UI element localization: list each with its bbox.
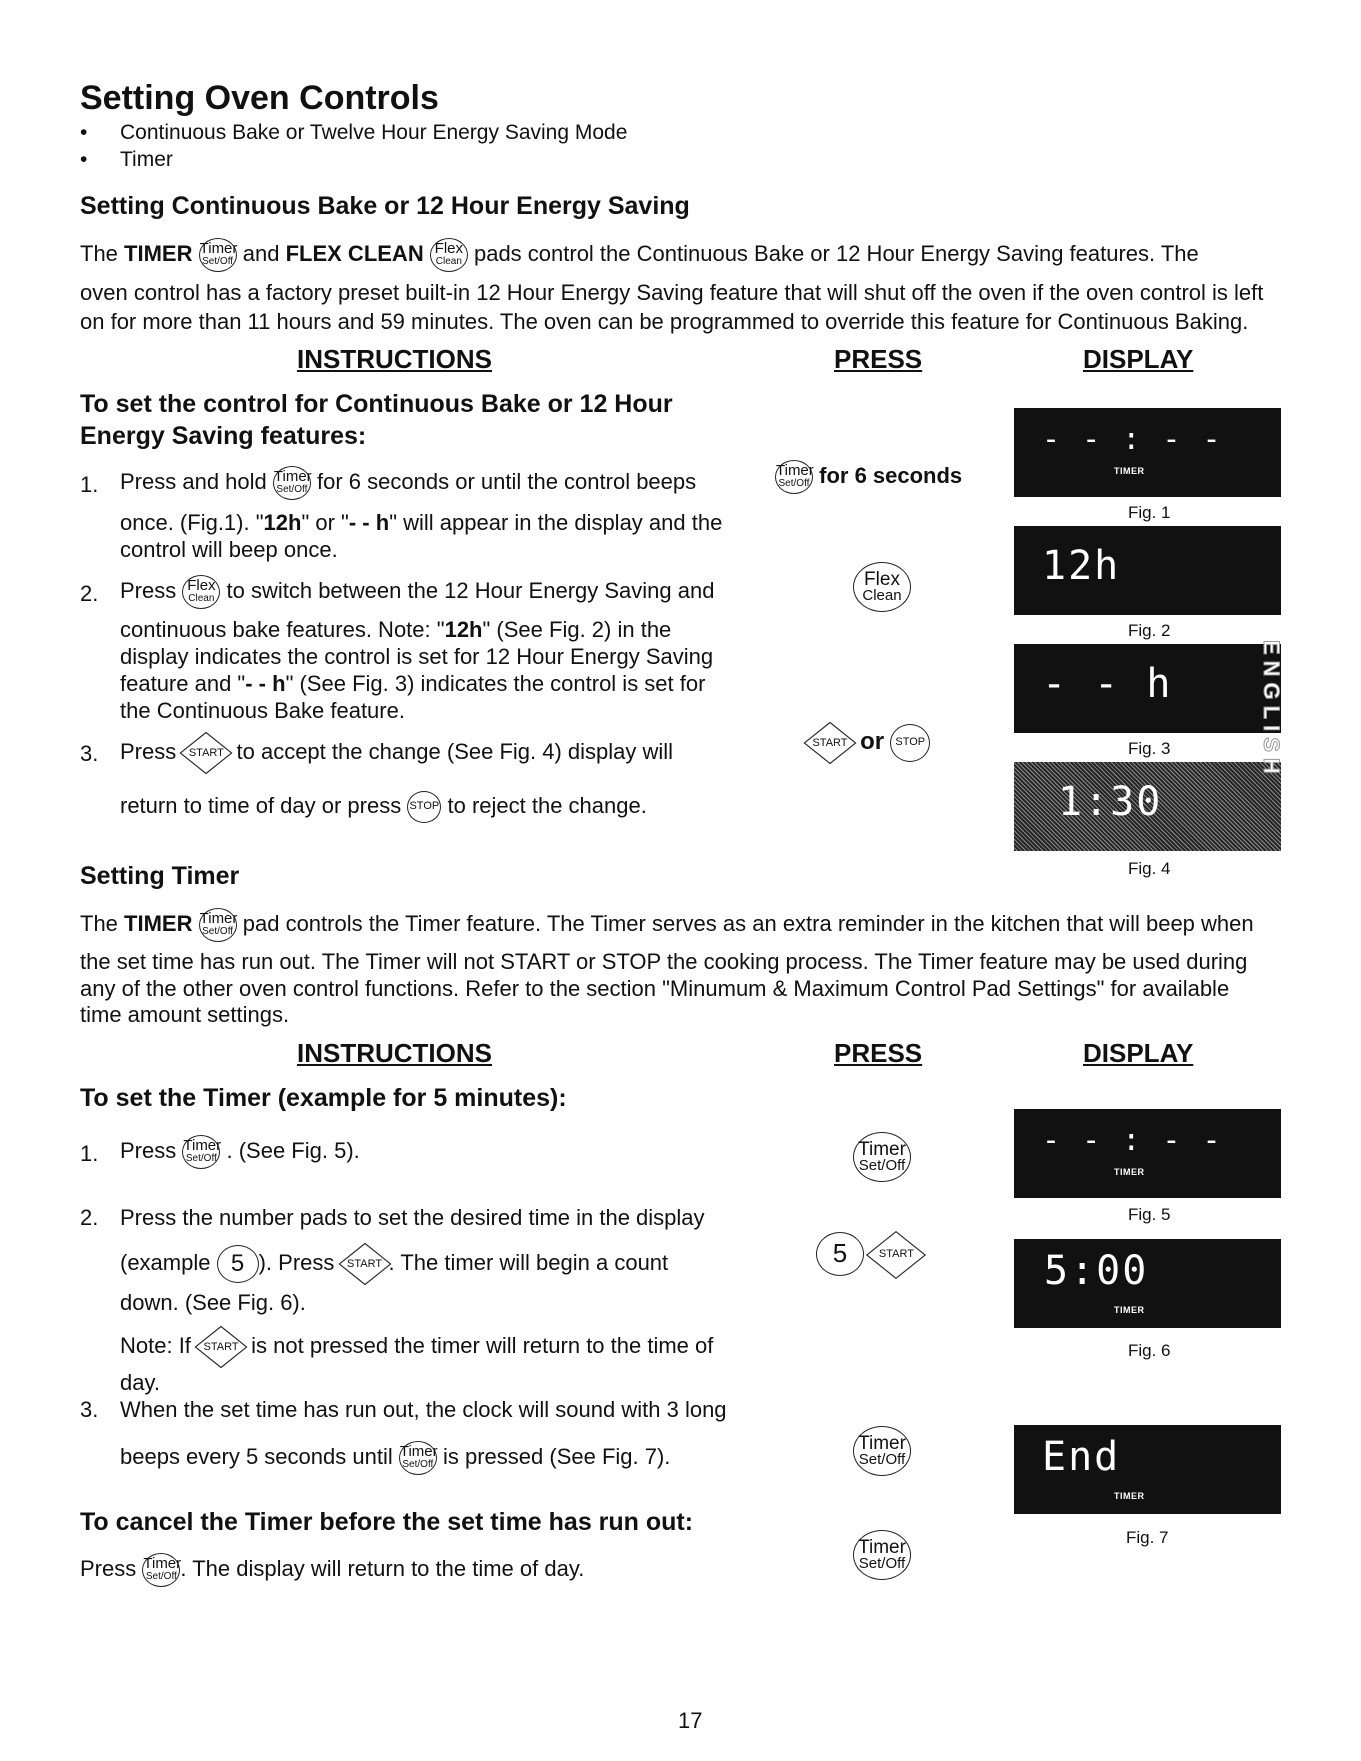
display-panel: 1:30	[1014, 762, 1281, 851]
timer-pad-icon: Timer Set/Off	[199, 908, 237, 942]
subheading: To set the Timer (example for 5 minutes):	[80, 1084, 567, 1112]
step-text: down. (See Fig. 6).	[120, 1290, 306, 1315]
figure-caption: Fig. 7	[1126, 1528, 1169, 1547]
timer-pad-icon: Timer Set/Off	[182, 1135, 220, 1169]
side-tab-language: ENGLISH	[1259, 640, 1284, 780]
number-5-pad-icon: 5	[217, 1245, 259, 1283]
step-text: display indicates the control is set for 12 Hour Energy Saving	[120, 644, 714, 669]
column-header-display: DISPLAY	[1083, 1038, 1194, 1068]
step-text: once. (Fig.1). "12h" or "- - h" will appear in the display and the	[120, 510, 723, 535]
timer-pad-icon: Timer Set/Off	[853, 1530, 911, 1580]
display-panel: - - h	[1014, 644, 1281, 733]
step-text: Press the number pads to set the desired time in the display	[120, 1205, 705, 1230]
step-text: When the set time has run out, the clock will sound with 3 long	[120, 1397, 727, 1422]
timer-pad-icon: Timer Set/Off	[853, 1132, 911, 1182]
stop-pad-icon: STOP	[890, 724, 930, 762]
number-5-pad-icon: 5	[816, 1232, 864, 1276]
column-header-press: PRESS	[834, 1038, 923, 1068]
start-pad-icon: START	[197, 1330, 245, 1364]
column-header-instructions: INSTRUCTIONS	[297, 344, 492, 374]
step-text: Press and hold Timer Set/Off for 6 seconds or until the control beeps	[120, 466, 696, 500]
press-instruction	[853, 1426, 911, 1476]
page-title: Setting Oven Controls	[80, 79, 439, 117]
start-pad-icon: START	[868, 1234, 924, 1274]
press-instruction: Timer Set/Off for 6 seconds	[775, 460, 962, 494]
step-text: Press Timer Set/Off . The display will return to the time of day.	[80, 1553, 584, 1587]
step-number: 3.	[80, 1397, 99, 1422]
bullet-item: •	[80, 121, 88, 144]
display-panel: 5:00 TIMER	[1014, 1239, 1281, 1328]
column-header-press: PRESS	[834, 344, 923, 374]
step-number: 3.	[80, 741, 99, 766]
intro-paragraph-line: oven control has a factory preset built-in 12 Hour Energy Saving feature that will shut off the oven if the oven control is left	[80, 280, 1264, 305]
timer-pad-icon: Timer Set/Off	[775, 460, 813, 494]
intro-paragraph-line: time amount settings.	[80, 1002, 290, 1027]
display-panel: - - : - - TIMER	[1014, 408, 1281, 497]
step-text: Note: If START is not pressed the timer will return to the time of	[120, 1330, 713, 1364]
step-text: return to time of day or press STOP to reject the change.	[120, 791, 647, 823]
step-text: (example 5 ). Press START . The timer will begin a count	[120, 1245, 668, 1283]
start-pad-icon: START	[806, 726, 854, 760]
press-instruction: START or STOP	[806, 724, 930, 762]
step-number: 2.	[80, 1205, 99, 1230]
subheading: To cancel the Timer before the set time has run out:	[80, 1508, 694, 1536]
subheading: Energy Saving features:	[80, 422, 367, 450]
intro-paragraph-line: The TIMER Timer Set/Off and FLEX CLEAN Flex Clean pads control the Continuous Bake or 12 Hour Energy Saving features. The	[80, 238, 1199, 272]
flex-clean-pad-icon: Flex Clean	[853, 562, 911, 612]
timer-pad-icon: Timer Set/Off	[853, 1426, 911, 1476]
figure-caption: Fig. 5	[1128, 1205, 1171, 1224]
figure-caption: Fig. 3	[1128, 739, 1171, 758]
bullet-item: •	[80, 148, 88, 171]
intro-paragraph-line: on for more than 11 hours and 59 minutes. The oven can be programmed to override this feature for Continuous Baking.	[80, 309, 1249, 334]
section-heading: Setting Continuous Bake or 12 Hour Energy Saving	[80, 192, 690, 220]
bullet-item: Continuous Bake or Twelve Hour Energy Saving Mode	[120, 121, 628, 144]
step-text: day.	[120, 1370, 160, 1395]
step-text: control will beep once.	[120, 537, 338, 562]
start-pad-icon: START	[182, 736, 230, 770]
subheading: To set the control for Continuous Bake or 12 Hour	[80, 390, 673, 418]
press-instruction	[853, 1132, 911, 1182]
display-panel: 12h	[1014, 526, 1281, 615]
figure-caption: Fig. 2	[1128, 621, 1171, 640]
stop-pad-icon: STOP	[407, 791, 441, 823]
section-heading: Setting Timer	[80, 862, 240, 890]
intro-paragraph-line: any of the other oven control functions. Refer to the section "Minumum & Maximum Control Pad Settings" for available	[80, 976, 1230, 1001]
figure-caption: Fig. 1	[1128, 503, 1171, 522]
press-instruction	[816, 1232, 924, 1276]
display-panel: End TIMER	[1014, 1425, 1281, 1514]
display-panel: - - : - - TIMER	[1014, 1109, 1281, 1198]
page-number: 17	[678, 1708, 703, 1733]
step-text: beeps every 5 seconds until Timer Set/Off is pressed (See Fig. 7).	[120, 1441, 670, 1475]
figure-caption: Fig. 4	[1128, 859, 1171, 878]
timer-pad-icon: Timer Set/Off	[199, 238, 237, 272]
step-text: Press Flex Clean to switch between the 12 Hour Energy Saving and	[120, 575, 714, 609]
step-text: feature and "- - h" (See Fig. 3) indicates the control is set for	[120, 671, 706, 696]
column-header-instructions: INSTRUCTIONS	[297, 1038, 492, 1068]
intro-paragraph-line: The TIMER Timer Set/Off pad controls the Timer feature. The Timer serves as an extra reminder in the kitchen that will beep when	[80, 908, 1254, 942]
step-number: 1.	[80, 472, 99, 497]
step-text: continuous bake features. Note: "12h" (See Fig. 2) in the	[120, 617, 672, 642]
intro-paragraph-line: the set time has run out. The Timer will not START or STOP the cooking process. The Timer feature may be used during	[80, 949, 1248, 974]
press-instruction	[853, 562, 911, 612]
step-number: 2.	[80, 581, 99, 606]
step-text: the Continuous Bake feature.	[120, 698, 405, 723]
press-instruction	[853, 1530, 911, 1580]
timer-pad-icon: Timer Set/Off	[399, 1441, 437, 1475]
step-number: 1.	[80, 1141, 99, 1166]
step-text: Press START to accept the change (See Fig. 4) display will	[120, 736, 673, 770]
flex-clean-pad-icon: Flex Clean	[182, 575, 220, 609]
column-header-display: DISPLAY	[1083, 344, 1194, 374]
bullet-item: Timer	[120, 148, 173, 171]
start-pad-icon: START	[341, 1247, 389, 1281]
timer-pad-icon: Timer Set/Off	[142, 1553, 180, 1587]
timer-pad-icon: Timer Set/Off	[273, 466, 311, 500]
figure-caption: Fig. 6	[1128, 1341, 1171, 1360]
flex-clean-pad-icon: Flex Clean	[430, 238, 468, 272]
step-text: Press Timer Set/Off . (See Fig. 5).	[120, 1135, 360, 1169]
